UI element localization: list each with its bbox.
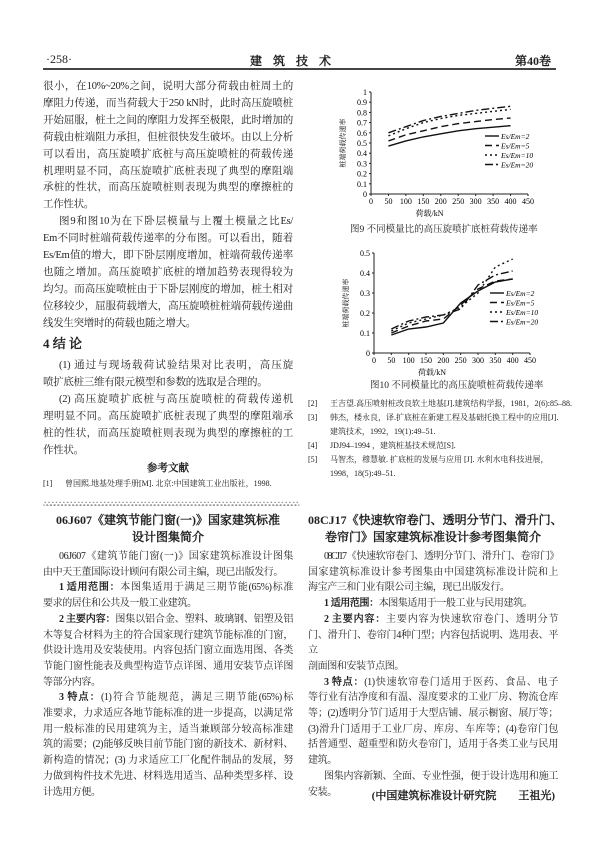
references-left xyxy=(43,477,298,491)
text-line: 木等复合材料为主的符合国家现行建筑节能标准的门窗， xyxy=(43,629,293,641)
text-line: 喷扩底桩三维有限元模型和参数的选取是合理的。 xyxy=(43,376,268,388)
y-tick-label: 0.3 xyxy=(357,159,367,169)
text-line: 海宝产三和门业有限公司主编，现已出版发行。 xyxy=(308,582,510,594)
y-tick-label: 0.4 xyxy=(357,149,367,159)
text-line: 3 特点：(1)符合节能规范，满足三期节能(65%)标 xyxy=(59,692,293,704)
y-tick-label: 0 xyxy=(366,349,370,358)
x-tick-label: 300 xyxy=(472,356,484,365)
text-line: 计选用方便。 xyxy=(43,786,101,798)
reference-number: [4] xyxy=(308,441,318,450)
x-tick-label: 400 xyxy=(504,197,517,206)
legend-label: Es/Em=10 xyxy=(501,151,534,160)
legend-label: Es/Em=20 xyxy=(506,317,539,327)
y-tick-label: 0.1 xyxy=(357,179,367,189)
header-rule xyxy=(43,68,556,70)
y-tick-label: 0.5 xyxy=(357,139,367,148)
x-tick-label: 50 xyxy=(387,356,396,365)
legend-label: Es/Em=2 xyxy=(501,132,530,141)
text-line: 可以看出，高压旋喷扩底桩与高压旋喷桩的荷载传递 xyxy=(43,148,293,160)
reference-entry: 1998，18(5):49–51. xyxy=(330,469,396,478)
reference-entry: [4] JDJ94–1994 ，建筑桩基技术规范[S]. xyxy=(308,439,580,453)
text-line: 等；(2)透明分节门适用于大型店铺、展示橱窗、展厅等； xyxy=(308,708,558,720)
text-line: 承桩的性状，而高压旋喷桩则表现为典型的摩擦桩的 xyxy=(43,182,293,194)
text-line: (1) 通过与现场载荷试验结果对比表明，高压旋 xyxy=(59,360,293,371)
notice-right-title xyxy=(308,512,563,546)
text-line: 作性状。 xyxy=(43,444,84,456)
legend-label: Es/Em=10 xyxy=(506,308,539,317)
paragraph-lead: 2 主要内容： xyxy=(324,613,387,625)
x-tick-label: 50 xyxy=(384,197,393,206)
legend-label: Es/Em=20 xyxy=(501,160,534,170)
y-axis-label: 桩端荷载传递率 xyxy=(342,278,350,328)
text-line: 机理明显不同，高压旋喷扩底桩表现了典型的摩阻端 xyxy=(43,165,293,177)
text-line: 桩的性状，而高压旋喷桩则表现为典型的摩擦桩的工 xyxy=(43,427,293,439)
x-tick-label: 400 xyxy=(506,356,519,365)
y-tick-label: 0.1 xyxy=(360,329,370,338)
x-tick-label: 100 xyxy=(402,356,415,365)
x-axis-label: 荷载/kN xyxy=(415,209,444,218)
text-line: 图9和图10为在下卧层模量与上覆土模量之比Es/ xyxy=(59,216,293,228)
legend-label: Es/Em=2 xyxy=(506,289,535,298)
text-line: 荷载由桩端阻力承担，但桩很快发生破坏。由以上分析 xyxy=(43,131,293,143)
figure-10-chart xyxy=(300,245,560,379)
y-tick-label: 0.3 xyxy=(360,289,370,298)
text-line: 理明显不同。高压旋喷扩底桩表现了典型的摩阻端承 xyxy=(43,410,293,422)
journal-name: 建 筑 技 术 xyxy=(250,54,336,68)
text-line: 工作性状。 xyxy=(43,199,94,211)
text-line: 门、滑升门、卷帘门4种门型；内容包括说明、选用表、平立 xyxy=(308,629,558,657)
paragraph-lead: 2 主要内容： xyxy=(59,613,116,625)
y-tick-label: 0.6 xyxy=(357,128,367,138)
y-tick-label: 0.9 xyxy=(357,98,367,108)
text-line: 用一般标准的民用建筑为主，适当兼顾部分较高标准建 xyxy=(43,723,293,735)
notice-right-body xyxy=(308,549,558,800)
y-tick-label: 0.2 xyxy=(360,309,370,318)
notice-left-body xyxy=(43,549,293,800)
paragraph-lead: 1 适用范围： xyxy=(324,598,379,610)
text-line: 3 特点：(1)快速软帘卷门适用于医药、食品、电子 xyxy=(324,676,558,688)
text-line: 线发生突增时的荷载也随之增大。 xyxy=(43,317,196,329)
conclusions xyxy=(43,358,293,459)
section-divider-ornament: ஃஃஃஃஃஃஃஃஃஃஃஃஃஃஃஃஃஃஃஃஃஃஃஃஃஃஃஃஃஃஃஃஃஃஃஃஃஃஃஃஃஃஃஃஃஃஃஃஃஃஃஃஃஃஃஃஃஃஃஃஃஃஃஃஃஃஃஃஃ xyxy=(43,502,299,508)
reference-number: [2] xyxy=(308,399,318,408)
series-line-Es-Em-2 xyxy=(391,279,512,335)
text-line: 由中天王董国际设计顾问有限公司主编，现已出版发行。 xyxy=(43,566,283,578)
text-line: 等部分内容。 xyxy=(43,676,101,688)
reference-number: [3] xyxy=(308,413,318,422)
text-line: 节能门窗性能表及典型构造节点详图、通用安装节点详图 xyxy=(43,660,293,672)
text-line: 1 适用范围：本图集适用于一般工业与民用建筑。 xyxy=(324,598,533,610)
legend-label: Es/Em=5 xyxy=(506,298,535,308)
y-tick-label: 0.4 xyxy=(360,269,370,278)
reference-entry: [5] 马智杰，穆慧敏. 扩底桩的发展与应用 [J]. 水利水电科技进展， xyxy=(308,453,580,467)
text-line: 括普通型、超重型和防火卷帘门，适用于各类工业与民用 xyxy=(308,739,558,751)
x-tick-label: 450 xyxy=(524,356,536,365)
text-line: 2 主要内容：图集以铝合金、塑料、玻璃钢、铝塑及铝 xyxy=(59,613,293,625)
x-tick-label: 150 xyxy=(417,197,430,206)
text-line: 力做到构件技术先进、材料选用适当、品种类型多样、设 xyxy=(43,770,293,782)
reference-number: [5] xyxy=(308,455,318,464)
notice-left-title xyxy=(43,512,293,546)
y-axis-label: 桩端荷载传递率 xyxy=(339,118,347,168)
x-tick-label: 450 xyxy=(522,197,534,206)
series-line-Es-Em-20 xyxy=(388,106,510,133)
reference-number: [1] xyxy=(43,479,53,488)
body-text-left xyxy=(43,79,293,333)
text-line: 均匀。而高压旋喷桩由于下卧层刚度的增加，桩土相对 xyxy=(43,283,293,295)
x-tick-label: 250 xyxy=(454,356,467,365)
y-tick-label: 0 xyxy=(363,190,367,199)
paragraph-lead: 3 特点： xyxy=(324,676,365,688)
text-line: 安装。 xyxy=(308,786,337,798)
reference-entry: 建筑技术，1992，19(1):49–51. xyxy=(330,427,436,436)
notice-left-title-line: 设计图集简介 xyxy=(131,530,204,544)
reference-entry: [3] 韩杰，楼永良，译.扩底桩在新建工程及基础托换工程中的应用[J]. xyxy=(308,411,580,425)
y-tick-label: 0.5 xyxy=(360,249,370,258)
text-line: 位移较少，屈服荷载增大，高压旋喷桩桩端荷载传递曲 xyxy=(43,300,293,312)
references-right xyxy=(308,397,580,481)
text-line: 很小，在10%~20%之间，说明大部分荷载由桩周土的 xyxy=(43,81,293,92)
x-tick-label: 300 xyxy=(469,197,482,206)
x-tick-label: 0 xyxy=(369,197,373,206)
x-tick-label: 350 xyxy=(489,356,502,365)
text-line: 2 主要内容：主要内容为快速软帘卷门、透明分节 xyxy=(324,613,558,625)
text-line: (3)滑升门适用于工业厂房、库房、车库等；(4)卷帘门包 xyxy=(308,723,558,735)
paragraph-lead: 3 特点： xyxy=(59,692,101,704)
text-line: 开始屈服，桩土之间的摩阻力发挥至极限，此时增加的 xyxy=(43,114,293,126)
notice-right-title-line: 卷帘门》国家建筑标准设计参考图集简介 xyxy=(324,530,541,544)
series-line-Es-Em-5 xyxy=(388,118,510,141)
text-line: 1 适用范围：本图集适用于满足三期节能(65%)标准 xyxy=(59,582,294,594)
x-tick-label: 100 xyxy=(399,197,412,206)
x-axis-label: 荷载/kN xyxy=(418,368,446,377)
series-line-Es-Em-20 xyxy=(391,271,512,329)
text-line: 要求的居住和公共及一般工业建筑。 xyxy=(43,598,197,610)
text-line: 摩阻力传递，而当荷载大于250 kN时，此时高压旋喷桩 xyxy=(43,97,293,109)
x-tick-label: 250 xyxy=(452,197,465,206)
paragraph-lead: 1 适用范围： xyxy=(59,582,121,594)
figure-9-caption: 图9 不同模量比的高压旋喷扩底桩荷载传递率 xyxy=(350,225,538,235)
y-tick-label: 0.7 xyxy=(357,118,367,128)
volume-number: 第40卷 xyxy=(515,54,552,68)
text-line: 筑的需要；(2)能够反映目前节能门窗的新技术、新材料、 xyxy=(43,739,293,751)
text-line: 也随之增加。高压旋喷扩底桩的增加趋势表现得较为 xyxy=(43,266,293,278)
x-tick-label: 0 xyxy=(372,356,376,365)
notice-left-title-line: 06J607《建筑节能门窗(一)》国家建筑标准 xyxy=(56,513,280,527)
y-tick-label: 0.8 xyxy=(357,108,367,118)
text-line: 06J607《建筑节能门窗(一)》国家建筑标准设计图集 xyxy=(59,551,293,562)
y-tick-label: 0.2 xyxy=(357,169,367,179)
text-line: 供设计选用及安装使用。内容包括门窗立面选用图、各类 xyxy=(43,645,293,657)
text-line: Es/Em值的增大，即下卧层刚度增加，桩端荷载传递率 xyxy=(43,250,293,262)
page-number: ·258· xyxy=(46,52,72,66)
y-tick-label: 1 xyxy=(363,88,367,97)
notice-right-title-line: 08CJ17《快速软帘卷门、透明分节门、滑升门、 xyxy=(308,513,563,527)
references-title: 参考文献 xyxy=(147,463,189,474)
reference-entry: [1] 曾国熙.地基处理手册[M]. 北京:中国建筑工业出版社，1998. xyxy=(43,477,298,491)
text-line: 新构造的情况；(3) 力求适应工厂化配件制品的发展，努 xyxy=(43,755,293,767)
figure-9-chart xyxy=(300,80,560,225)
x-tick-label: 200 xyxy=(437,356,450,365)
text-line: 等行业有洁净度和有温、湿度要求的工业厂房、物流仓库 xyxy=(308,692,558,704)
figure-10-caption: 图10 不同模量比的高压旋喷桩荷载传递率 xyxy=(370,381,544,391)
x-tick-label: 350 xyxy=(487,197,500,206)
section-heading: 4 结 论 xyxy=(43,336,83,351)
text-line: 建筑。 xyxy=(308,755,337,767)
text-line: 图集内容新颖、全面、专业性强，便于设计选用和施工 xyxy=(324,770,558,782)
text-line: Em不同时桩端荷载传递率的分布图。可以看出，随着 xyxy=(43,233,293,245)
series-line-Es-Em-5 xyxy=(391,279,512,333)
text-line: (2) 高压旋喷扩底桩与高压旋喷桩的荷载传递机 xyxy=(59,393,293,405)
reference-entry: [2] 王吉望.高压喷射桩改良软土地基[J].建筑结构学报，1981，2(6):85–88. xyxy=(308,397,580,411)
text-line: 准要求，力求适应各地节能标准的进一步提高，以满足常 xyxy=(43,708,293,720)
x-tick-label: 150 xyxy=(420,356,432,365)
legend-label: Es/Em=5 xyxy=(501,141,530,151)
text-line: 国家建筑标准设计参考图集由中国建筑标准设计院和上 xyxy=(308,566,558,578)
notice-right-author: (中国建筑标准设计研究院 王祖光) xyxy=(371,790,555,802)
text-line: 剖面图和安装节点图。 xyxy=(308,660,404,672)
text-line: 08CJ17《快速软帘卷门、透明分节门、滑升门、卷帘门》 xyxy=(324,551,558,562)
x-tick-label: 200 xyxy=(434,197,447,206)
